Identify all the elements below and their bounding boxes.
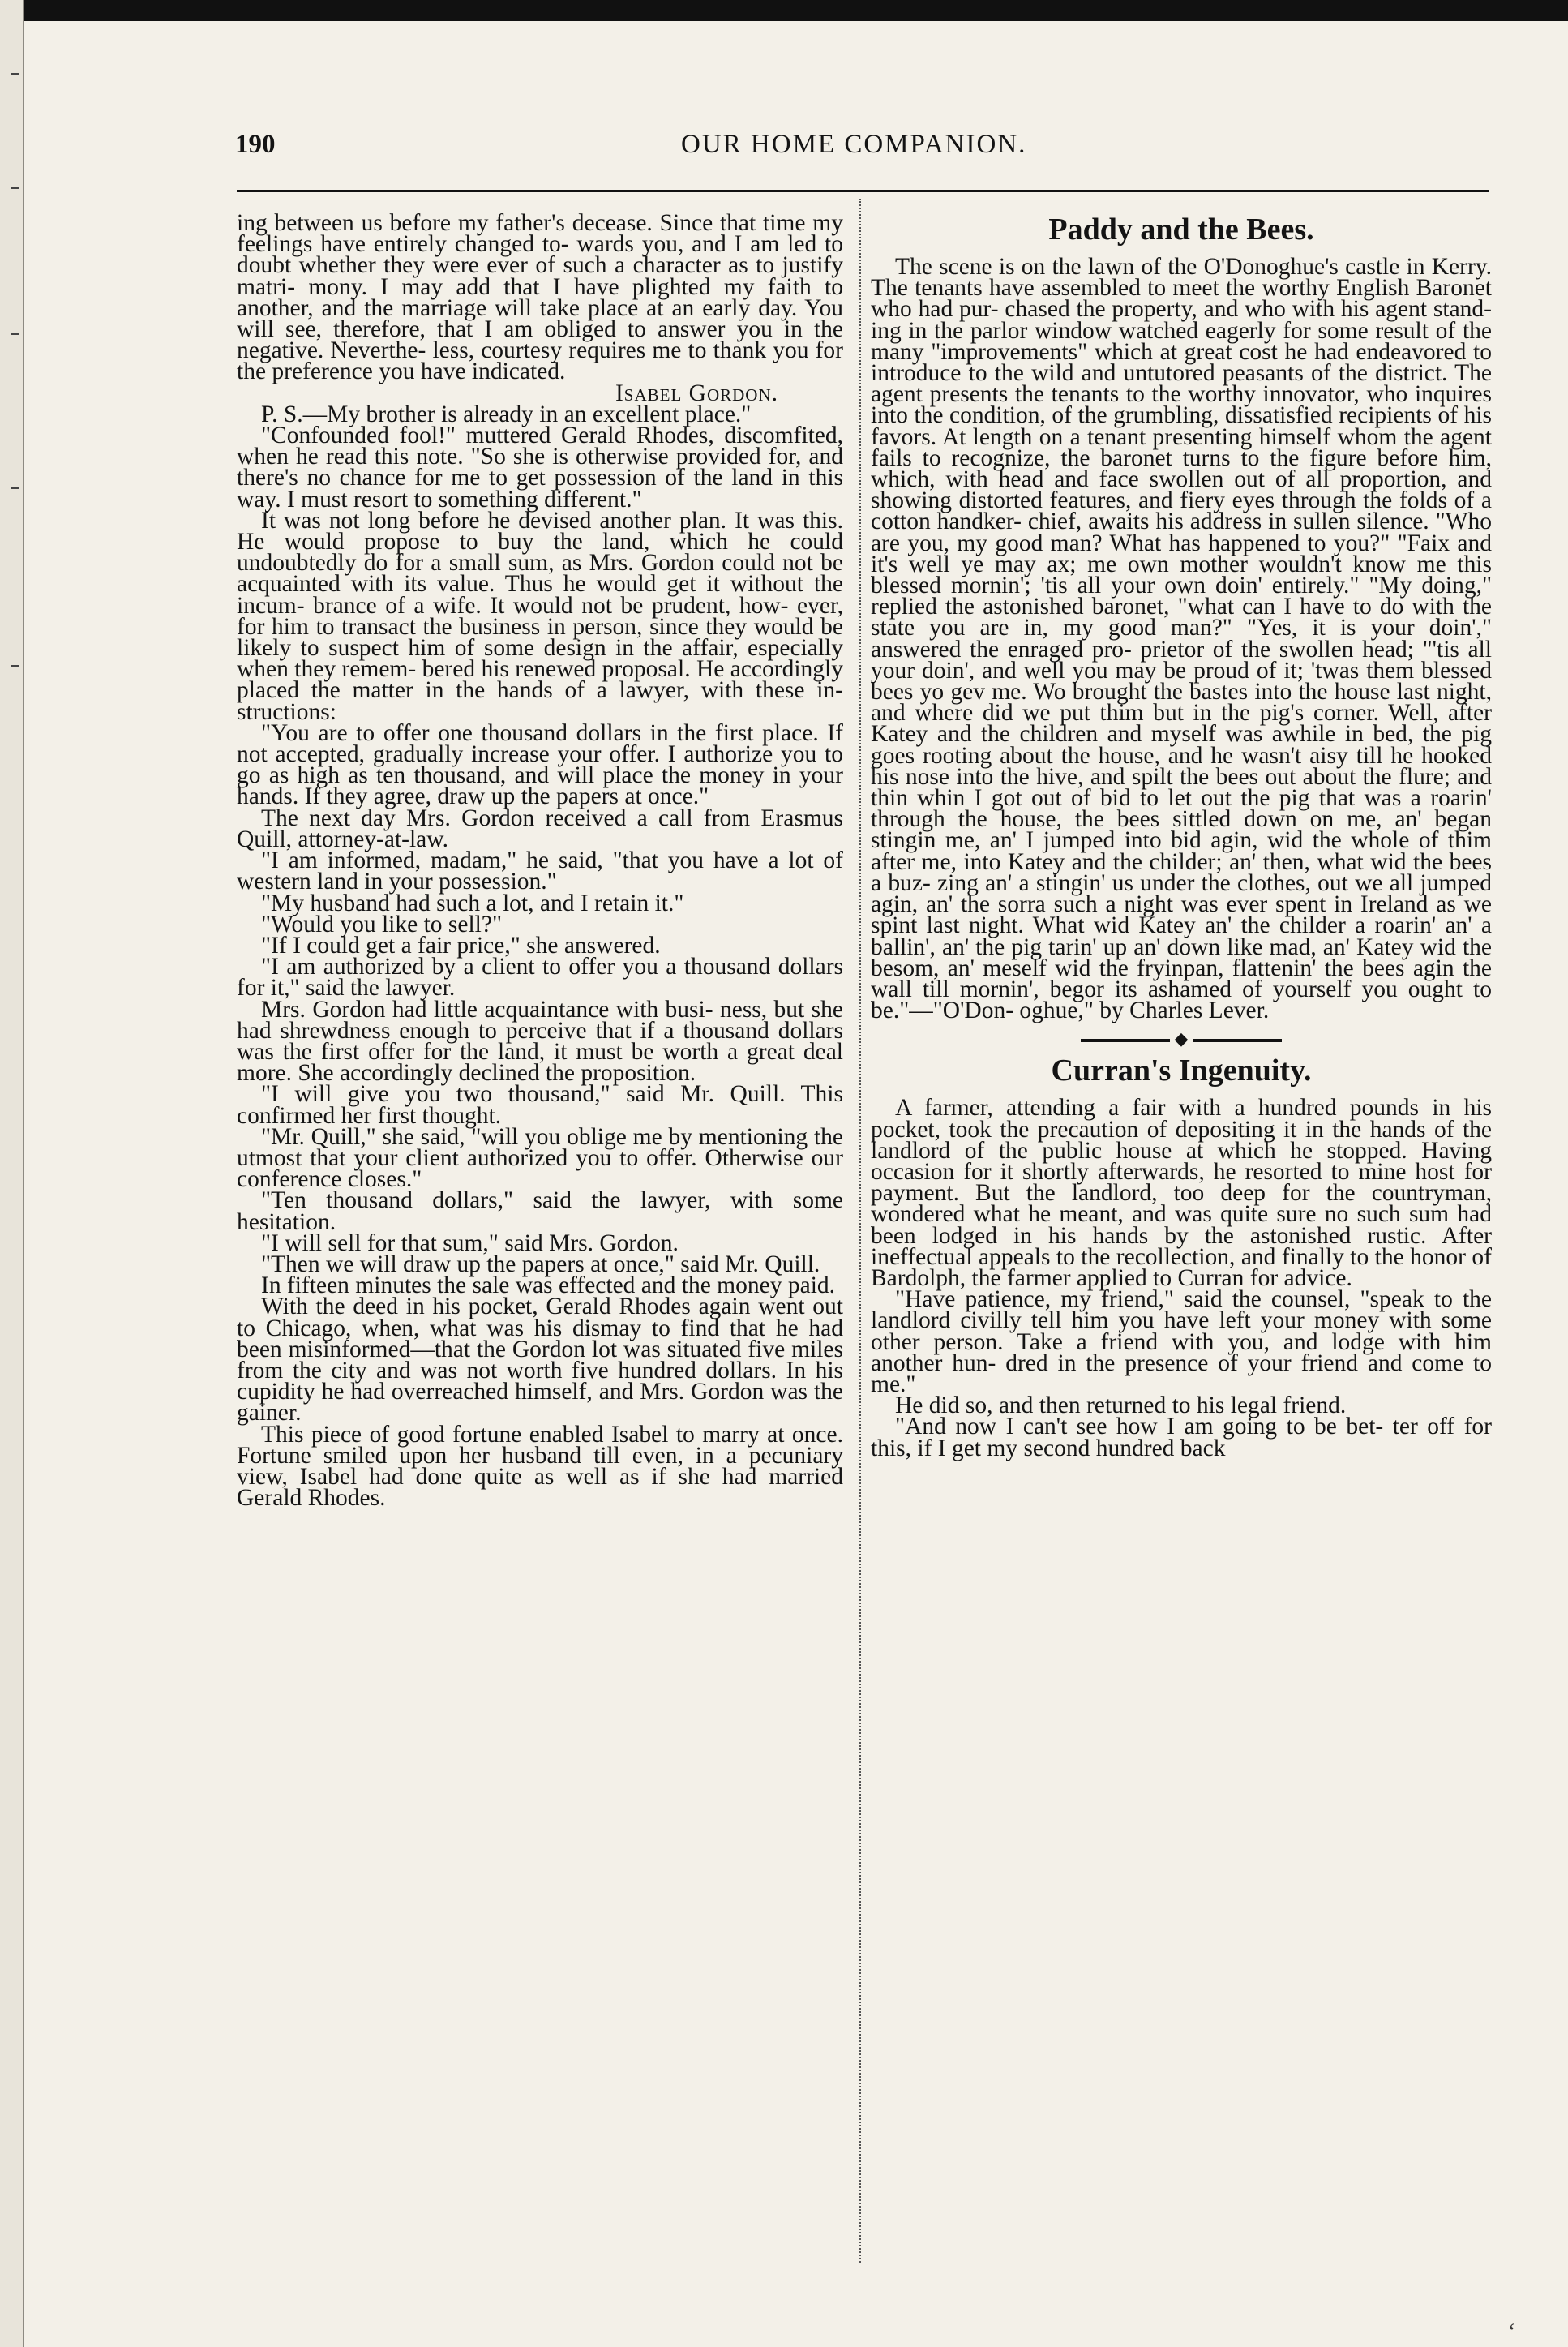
- paragraph: "I will give you two thousand," said Mr. Quill. This confirmed her first thought.: [237, 1081, 843, 1129]
- paragraph: "I am authorized by a client to offer you a thousand dollars for it," said the lawyer.: [237, 954, 843, 1002]
- paragraph: Mrs. Gordon had little acquaintance with busi- ness, but she had shrewdness enough to perceive that if a thousand dollars was the first offer for the land, it must be worth a great deal more. She accordingly declined the proposition.: [237, 996, 843, 1087]
- top-border-rule: [24, 0, 1568, 21]
- right-column: [871, 212, 1492, 1459]
- paragraph: "Then we will draw up the papers at once," said Mr. Quill.: [261, 1251, 820, 1277]
- paragraph: "I am informed, madam," he said, "that you have a lot of western land in your possession.": [237, 847, 843, 895]
- paragraph: This piece of good fortune enabled Isabel to marry at once. Fortune smiled upon her husband till even, in a pecuniary view, Isabel had done quite as well as if she had married Gerald Rhodes.: [237, 1421, 843, 1512]
- paragraph: "I will sell for that sum," said Mrs. Gordon.: [261, 1229, 679, 1256]
- paragraph: With the deed in his pocket, Gerald Rhodes again went out to Chicago, when, what was his dismay to find that he had been misinformed—that the Gordon lot was situated five miles from the city and was not worth five hundred dollars. In his cupidity he had overreached himself, and Mrs. Gordon was the gainer.: [237, 1294, 843, 1427]
- paragraph: "Have patience, my friend," said the counsel, "speak to the landlord civilly tell him you have left your money with some other person. Take a friend with you, and lodge with him another hun- dred in the presence of your friend and come to me.": [871, 1286, 1492, 1397]
- binding-mark: [11, 187, 19, 189]
- paragraph: The next day Mrs. Gordon received a call from Erasmus Quill, attorney-at-law.: [237, 805, 843, 852]
- paragraph: A farmer, attending a fair with a hundred pounds in his pocket, took the precaution of depositing it in the hands of the landlord of the public house at which he stopped. Having occasion for it shortly afterwards, he resorted to mine host for payment. But the landlord, too deep for the countryman, wondered what he meant, and was quite sure no such sum had been lodged in his hands by the astonished rustic. After ineffectual appeals to the recollection, and finally to the honor of Bardolph, the farmer applied to Curran for advice.: [871, 1095, 1492, 1291]
- paragraph: The scene is on the lawn of the O'Donoghue's castle in Kerry. The tenants have assembled to meet the worthy English Baronet who had pur- chased the property, and who with his agent stand- ing in the parlor window watched eagerly for some result of the many "improvements" which at great cost he had endeavored to introduce to the wild and untutored peasants of the district. The agent presents the tenants to the worthy innovator, who inquires into the condition, of the grumbling, dissatisfied recipients of his favors. At length on a tenant presenting himself whom the agent fails to recognize, the baronet turns to the figure before him, which, with head and face swollen out of all proportion, and showing distorted features, and fiery eyes through the folds of a cotton handker- chief, awaits his address in sullen silence. "Who are you, my good man? What has happened to you?" "Faix and it's well ye may ax; me own mother wouldn't know me this blessed mornin'; 'tis all your own doin' entirely." "My doing," replied the astonished baronet, "what can I have to do with the state you are in, my good man?" "Yes, it is your doin'," answered the enraged pro- prietor of the swollen head; "'tis all your doin', and well you may be proud of it; 'twas them blessed bees yo gev me. Wo brought the bastes into the house last night, and where did we put thim but in the pig's corner. Well, after Katey and the children and myself was awhile in bed, the pig goes rooting about the house, and he wasn't aisy till he hooked his nose into the hive, and spilt the bees out about the flure; and thin whin I got out of bid to let out the pig that was a roarin' through the house, the bees sittled down on me, an' began stingin me, an' I jumped into bid agin, wid the whole of thim after me, into Katey and the childer; an' then, what wid the bees a buz- zing an' a stingin' us under the clothes, out we all jumped agin, an' the sorra such a night was ever spent in Ireland as we spint last night. What wid Katey an' the childer a roarin' an' a ballin', an' the pig tarin' up an' down like mad, an' Katey wid the besom, an' meself wid the fryinpan, flattenin' the bees agin the wall till mornin', begor its ashamed of yourself you ought to be."—"O'Don- oghue," by Charles Lever.: [871, 254, 1492, 1024]
- paragraph: "And now I can't see how I am going to be bet- ter off for this, if I get my second hundred back: [871, 1414, 1492, 1461]
- paragraph: "Mr. Quill," she said, "will you oblige me by mentioning the utmost that your client authorized you to offer. Otherwise our conference closes.": [237, 1123, 843, 1193]
- paragraph: "My husband had such a lot, and I retain it.": [261, 890, 684, 916]
- paragraph: "If I could get a fair price," she answered.: [261, 932, 661, 959]
- binding-mark: [11, 73, 19, 75]
- article-title-curran: Curran's Ingenuity.: [1051, 1053, 1312, 1088]
- paragraph: It was not long before he devised another plan. It was this. He would propose to buy the land, which he could undoubtedly do for a small sum, as Mrs. Gordon could not be acquainted with its value. Thus he would get it without the incum- brance of a wife. It would not be prudent, how- ever, for him to transact the business in person, since they would be likely to suspect him of some design in the affair, especially when they remem- bered his renewed proposal. He accordingly placed the matter in the hands of a lawyer, with these in- structions:: [237, 507, 843, 725]
- section-ornament: ◆: [871, 1028, 1492, 1050]
- paragraph: ing between us before my father's decease. Since that time my feelings have entirely changed to- wards you, and I am led to doubt whether they were ever of such a character as to justify matri- mony. I may add that I have plighted my faith to another, and the marriage will take place at an early day. You will see, therefore, that I am obliged to answer you in the negative. Neverthe- less, courtesy requires me to thank you for the preference you have indicated.: [237, 210, 843, 385]
- paragraph: "Confounded fool!" muttered Gerald Rhodes, discomfited, when he read this note. "So she is otherwise provided for, and there's no chance for me to get possession of the land in this way. I must resort to something different.": [237, 423, 843, 513]
- header-rule: [237, 190, 1489, 192]
- paragraph: In fifteen minutes the sale was effected and the money paid.: [261, 1272, 836, 1299]
- page-number: 190: [235, 130, 276, 159]
- running-title: OUR HOME COMPANION.: [681, 130, 1027, 159]
- binding-edge: [0, 0, 24, 2347]
- left-column: [237, 210, 843, 1512]
- paragraph: "Ten thousand dollars," said the lawyer, with some hesitation.: [237, 1187, 843, 1235]
- binding-mark: [11, 487, 19, 489]
- column-divider: [859, 199, 863, 2263]
- binding-mark: [11, 333, 19, 335]
- article-title-paddy: Paddy and the Bees.: [1048, 212, 1314, 247]
- letter-signature: Isabel Gordon.: [615, 380, 778, 406]
- paragraph: "Would you like to sell?": [261, 911, 503, 938]
- paragraph: "You are to offer one thousand dollars in the first place. If not accepted, gradually increase your offer. I authorize you to go as high as ten thousand, and will place the money in your hands. If they agree, draw up the papers at once.": [237, 719, 843, 810]
- paragraph: P. S.—My brother is already in an excellent place.": [261, 401, 752, 427]
- margin-speck: ‘: [1508, 2319, 1516, 2345]
- binding-mark: [11, 665, 19, 667]
- paragraph: He did so, and then returned to his legal friend.: [895, 1392, 1347, 1419]
